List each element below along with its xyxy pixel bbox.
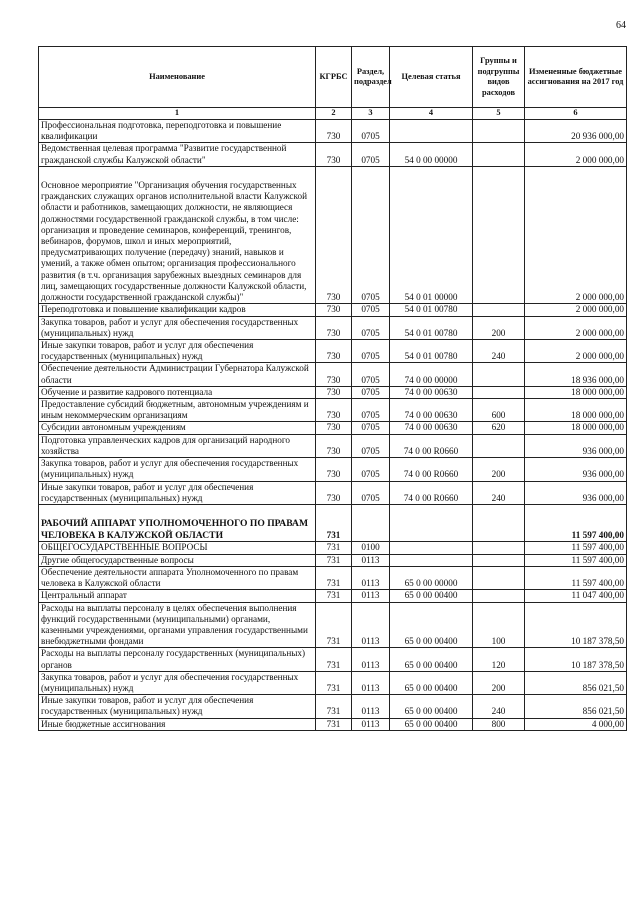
row-amount: 20 936 000,00 bbox=[525, 120, 627, 143]
row-group: 620 bbox=[473, 422, 525, 434]
row-group: 100 bbox=[473, 602, 525, 648]
row-amount: 936 000,00 bbox=[525, 481, 627, 504]
row-kgrbs: 730 bbox=[316, 386, 352, 398]
header-target: Целевая статья bbox=[390, 47, 473, 108]
row-amount: 2 000 000,00 bbox=[525, 339, 627, 362]
row-target: 74 0 00 00630 bbox=[390, 422, 473, 434]
table-row bbox=[39, 422, 627, 434]
row-group bbox=[473, 386, 525, 398]
row-amount: 18 936 000,00 bbox=[525, 363, 627, 386]
table-row bbox=[39, 602, 627, 648]
row-section: 0705 bbox=[352, 458, 390, 481]
row-group bbox=[473, 120, 525, 143]
row-name: Иные закупки товаров, работ и услуг для обеспечения государственных (муниципальных) нужд bbox=[39, 481, 316, 504]
row-amount: 856 021,50 bbox=[525, 671, 627, 694]
row-amount: 11 597 400,00 bbox=[525, 542, 627, 554]
row-kgrbs: 730 bbox=[316, 458, 352, 481]
row-amount: 11 597 400,00 bbox=[525, 554, 627, 566]
row-section bbox=[352, 505, 390, 542]
row-amount: 18 000 000,00 bbox=[525, 386, 627, 398]
row-target: 74 0 00 00630 bbox=[390, 386, 473, 398]
row-name: Центральный аппарат bbox=[39, 590, 316, 602]
row-section: 0113 bbox=[352, 554, 390, 566]
row-section: 0113 bbox=[352, 718, 390, 730]
column-number: 3 bbox=[352, 108, 390, 120]
row-target: 65 0 00 00400 bbox=[390, 590, 473, 602]
row-group bbox=[473, 166, 525, 303]
row-group bbox=[473, 434, 525, 457]
row-name: Иные закупки товаров, работ и услуг для обеспечения государственных (муниципальных) нужд bbox=[39, 339, 316, 362]
table-row bbox=[39, 386, 627, 398]
table-row bbox=[39, 363, 627, 386]
row-group bbox=[473, 304, 525, 316]
header-name: Наименование bbox=[39, 47, 316, 108]
table-row bbox=[39, 718, 627, 730]
row-group bbox=[473, 554, 525, 566]
row-group: 200 bbox=[473, 671, 525, 694]
row-kgrbs: 730 bbox=[316, 422, 352, 434]
row-name: Расходы на выплаты персоналу государственных (муниципальных) органов bbox=[39, 648, 316, 671]
table-row bbox=[39, 166, 627, 303]
row-target bbox=[390, 505, 473, 542]
row-target: 54 0 01 00780 bbox=[390, 316, 473, 339]
row-target bbox=[390, 542, 473, 554]
row-kgrbs: 730 bbox=[316, 143, 352, 166]
row-kgrbs: 730 bbox=[316, 304, 352, 316]
row-section: 0705 bbox=[352, 316, 390, 339]
row-name: Закупка товаров, работ и услуг для обеспечения государственных (муниципальных) нужд bbox=[39, 458, 316, 481]
row-kgrbs: 730 bbox=[316, 166, 352, 303]
row-group: 600 bbox=[473, 399, 525, 422]
row-name: Предоставление субсидий бюджетным, автономным учреждениям и иным некоммерческим организациям bbox=[39, 399, 316, 422]
row-name: Профессиональная подготовка, переподготовка и повышение квалификации bbox=[39, 120, 316, 143]
row-amount: 11 047 400,00 bbox=[525, 590, 627, 602]
row-target bbox=[390, 120, 473, 143]
column-number: 1 bbox=[39, 108, 316, 120]
row-section: 0705 bbox=[352, 399, 390, 422]
row-amount: 2 000 000,00 bbox=[525, 304, 627, 316]
table-row bbox=[39, 304, 627, 316]
row-group: 800 bbox=[473, 718, 525, 730]
row-kgrbs: 731 bbox=[316, 505, 352, 542]
row-group bbox=[473, 566, 525, 589]
row-section: 0705 bbox=[352, 166, 390, 303]
row-target: 74 0 00 R0660 bbox=[390, 458, 473, 481]
row-target: 74 0 00 00000 bbox=[390, 363, 473, 386]
row-kgrbs: 730 bbox=[316, 339, 352, 362]
row-group: 240 bbox=[473, 695, 525, 718]
row-group: 200 bbox=[473, 458, 525, 481]
table-row bbox=[39, 542, 627, 554]
row-kgrbs: 731 bbox=[316, 695, 352, 718]
row-group bbox=[473, 542, 525, 554]
row-section: 0705 bbox=[352, 143, 390, 166]
header-groups: Группы и подгруппы видов расходов bbox=[473, 47, 525, 108]
row-target: 74 0 00 R0660 bbox=[390, 481, 473, 504]
table-row bbox=[39, 339, 627, 362]
row-target: 65 0 00 00000 bbox=[390, 566, 473, 589]
table-row bbox=[39, 648, 627, 671]
row-kgrbs: 730 bbox=[316, 120, 352, 143]
page-number: 64 bbox=[616, 20, 626, 31]
row-group: 240 bbox=[473, 481, 525, 504]
row-name: Иные закупки товаров, работ и услуг для обеспечения государственных (муниципальных) нужд bbox=[39, 695, 316, 718]
row-kgrbs: 730 bbox=[316, 363, 352, 386]
row-name: Переподготовка и повышение квалификации кадров bbox=[39, 304, 316, 316]
row-name: Субсидии автономным учреждениям bbox=[39, 422, 316, 434]
row-kgrbs: 730 bbox=[316, 316, 352, 339]
column-number: 5 bbox=[473, 108, 525, 120]
row-name: Основное мероприятие "Организация обучения государственных гражданских служащих органов исполнительной власти Калужской области и работников, замещающих должности, не являющиеся должностями государственной гражданской службы, в том числе: организация и проведение семинаров, конференций, тренингов, вебинаров, форумов, школ и иных мероприятий, предусматривающих получение (передачу) знаний, навыков и умений, а также обмен опытом; организация профессионального развития (в т.ч. организация зарубежных выездных семинаров для лиц, замещающих государственные должности Калужской области, должности государственной гражданской службы)" bbox=[39, 166, 316, 303]
row-section: 0705 bbox=[352, 434, 390, 457]
row-amount: 11 597 400,00 bbox=[525, 505, 627, 542]
row-kgrbs: 731 bbox=[316, 671, 352, 694]
row-name: ОБЩЕГОСУДАРСТВЕННЫЕ ВОПРОСЫ bbox=[39, 542, 316, 554]
column-number: 4 bbox=[390, 108, 473, 120]
table-row bbox=[39, 316, 627, 339]
row-target: 54 0 00 00000 bbox=[390, 143, 473, 166]
row-section: 0705 bbox=[352, 363, 390, 386]
table-row bbox=[39, 590, 627, 602]
row-amount: 936 000,00 bbox=[525, 434, 627, 457]
row-amount: 4 000,00 bbox=[525, 718, 627, 730]
row-group bbox=[473, 363, 525, 386]
row-name: Расходы на выплаты персоналу в целях обеспечения выполнения функций государственными (муниципальными) органами, казенными учреждениями, органами управления государственными внебюджетными фондами bbox=[39, 602, 316, 648]
table-row bbox=[39, 695, 627, 718]
row-kgrbs: 731 bbox=[316, 554, 352, 566]
row-name: Ведомственная целевая программа "Развитие государственной гражданской службы Калужской области" bbox=[39, 143, 316, 166]
row-section: 0113 bbox=[352, 602, 390, 648]
budget-table bbox=[38, 46, 627, 731]
row-kgrbs: 731 bbox=[316, 590, 352, 602]
row-target: 65 0 00 00400 bbox=[390, 671, 473, 694]
table-row bbox=[39, 505, 627, 542]
row-section: 0705 bbox=[352, 304, 390, 316]
row-amount: 10 187 378,50 bbox=[525, 648, 627, 671]
row-group bbox=[473, 590, 525, 602]
row-target: 54 0 01 00000 bbox=[390, 166, 473, 303]
row-group: 200 bbox=[473, 316, 525, 339]
row-amount: 18 000 000,00 bbox=[525, 422, 627, 434]
row-target: 54 0 01 00780 bbox=[390, 339, 473, 362]
row-name: Обучение и развитие кадрового потенциала bbox=[39, 386, 316, 398]
row-section: 0705 bbox=[352, 481, 390, 504]
row-amount: 856 021,50 bbox=[525, 695, 627, 718]
row-amount: 936 000,00 bbox=[525, 458, 627, 481]
row-name: Закупка товаров, работ и услуг для обеспечения государственных (муниципальных) нужд bbox=[39, 671, 316, 694]
row-name: Закупка товаров, работ и услуг для обеспечения государственных (муниципальных) нужд bbox=[39, 316, 316, 339]
row-group bbox=[473, 143, 525, 166]
row-kgrbs: 730 bbox=[316, 481, 352, 504]
row-amount: 18 000 000,00 bbox=[525, 399, 627, 422]
row-kgrbs: 731 bbox=[316, 542, 352, 554]
header-row bbox=[39, 47, 627, 108]
row-section: 0705 bbox=[352, 386, 390, 398]
row-amount: 2 000 000,00 bbox=[525, 143, 627, 166]
row-amount: 10 187 378,50 bbox=[525, 602, 627, 648]
row-section: 0113 bbox=[352, 648, 390, 671]
row-kgrbs: 730 bbox=[316, 434, 352, 457]
row-group: 120 bbox=[473, 648, 525, 671]
row-amount: 2 000 000,00 bbox=[525, 316, 627, 339]
row-name: Другие общегосударственные вопросы bbox=[39, 554, 316, 566]
row-target bbox=[390, 554, 473, 566]
table-row bbox=[39, 399, 627, 422]
row-name: Иные бюджетные ассигнования bbox=[39, 718, 316, 730]
column-number-row bbox=[39, 108, 627, 120]
header-section: Раздел, подраздел bbox=[352, 47, 390, 108]
table-row bbox=[39, 671, 627, 694]
row-section: 0113 bbox=[352, 695, 390, 718]
row-kgrbs: 731 bbox=[316, 648, 352, 671]
row-group bbox=[473, 505, 525, 542]
row-amount: 11 597 400,00 bbox=[525, 566, 627, 589]
table-row bbox=[39, 458, 627, 481]
row-kgrbs: 731 bbox=[316, 566, 352, 589]
row-kgrbs: 731 bbox=[316, 602, 352, 648]
table-row bbox=[39, 434, 627, 457]
row-kgrbs: 731 bbox=[316, 718, 352, 730]
row-name: Обеспечение деятельности Администрации Губернатора Калужской области bbox=[39, 363, 316, 386]
row-kgrbs: 730 bbox=[316, 399, 352, 422]
table-row bbox=[39, 120, 627, 143]
table-row bbox=[39, 481, 627, 504]
table-row bbox=[39, 554, 627, 566]
row-name: Подготовка управленческих кадров для организаций народного хозяйства bbox=[39, 434, 316, 457]
column-number: 2 bbox=[316, 108, 352, 120]
row-target: 65 0 00 00400 bbox=[390, 718, 473, 730]
row-target: 54 0 01 00780 bbox=[390, 304, 473, 316]
column-number: 6 bbox=[525, 108, 627, 120]
header-kgrbs: КГРБС bbox=[316, 47, 352, 108]
row-target: 74 0 00 R0660 bbox=[390, 434, 473, 457]
row-group: 240 bbox=[473, 339, 525, 362]
row-target: 74 0 00 00630 bbox=[390, 399, 473, 422]
row-section: 0705 bbox=[352, 422, 390, 434]
row-name: РАБОЧИЙ АППАРАТ УПОЛНОМОЧЕННОГО ПО ПРАВАМ ЧЕЛОВЕКА В КАЛУЖСКОЙ ОБЛАСТИ bbox=[39, 505, 316, 542]
table-row bbox=[39, 143, 627, 166]
table-row bbox=[39, 566, 627, 589]
row-target: 65 0 00 00400 bbox=[390, 648, 473, 671]
row-section: 0705 bbox=[352, 120, 390, 143]
row-section: 0113 bbox=[352, 671, 390, 694]
row-target: 65 0 00 00400 bbox=[390, 695, 473, 718]
row-section: 0705 bbox=[352, 339, 390, 362]
row-section: 0113 bbox=[352, 566, 390, 589]
header-amount: Измененные бюджетные ассигнования на 2017 год bbox=[525, 47, 627, 108]
row-section: 0113 bbox=[352, 590, 390, 602]
row-name: Обеспечение деятельности аппарата Уполномоченного по правам человека в Калужской области bbox=[39, 566, 316, 589]
row-section: 0100 bbox=[352, 542, 390, 554]
row-target: 65 0 00 00400 bbox=[390, 602, 473, 648]
row-amount: 2 000 000,00 bbox=[525, 166, 627, 303]
